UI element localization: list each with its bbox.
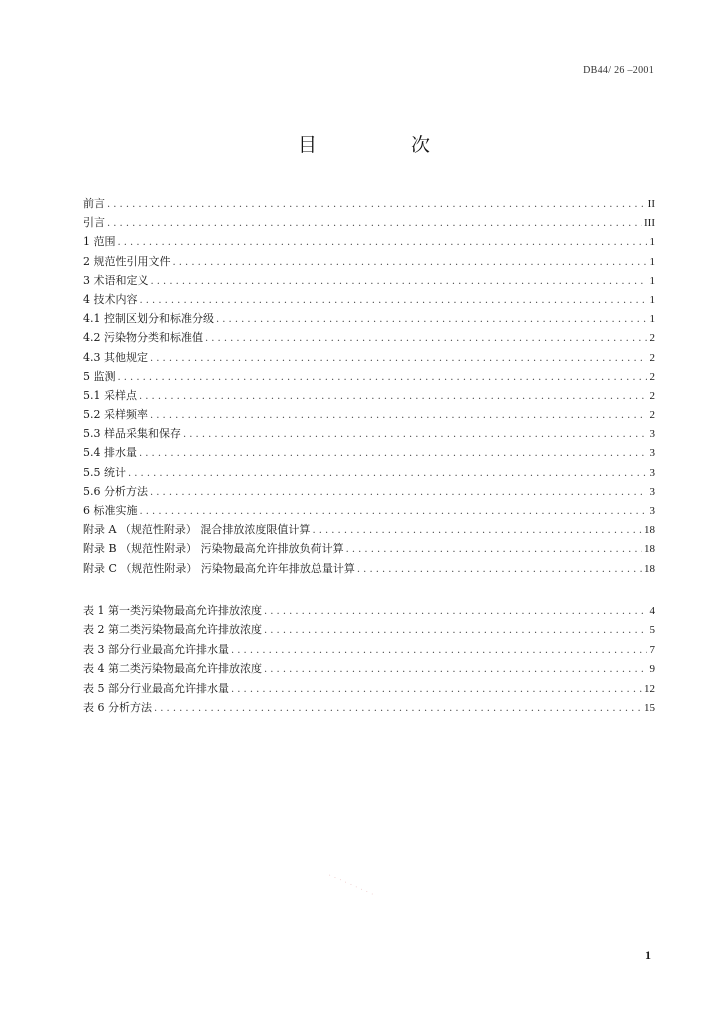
table-list-entry-label: 表 6 分析方法 xyxy=(83,700,152,714)
table-list-entry-label: 表 1 第一类污染物最高允许排放浓度 xyxy=(83,604,262,617)
table-list-entry[interactable] xyxy=(83,620,655,639)
toc-entry-page: 18 xyxy=(644,524,655,537)
table-list-entry-label: 表 3 部分行业最高允许排水量 xyxy=(83,642,229,656)
toc-entry[interactable] xyxy=(83,559,655,578)
table-list-entry-page: 9 xyxy=(649,663,655,676)
dot-leader xyxy=(264,602,647,621)
toc-entry[interactable] xyxy=(83,405,655,424)
toc-entry[interactable] xyxy=(83,348,655,367)
dot-leader xyxy=(128,464,647,483)
toc-entry[interactable] xyxy=(83,328,655,347)
dot-leader xyxy=(357,560,642,579)
dot-leader xyxy=(231,680,642,699)
dot-leader xyxy=(139,444,647,463)
toc-entry[interactable] xyxy=(83,290,655,309)
toc-entry-page: 2 xyxy=(649,332,655,345)
dot-leader xyxy=(173,253,648,272)
toc-entry-label: 5.2 采样频率 xyxy=(83,408,148,422)
toc-entry-label: 6 标准实施 xyxy=(83,504,138,517)
toc-entry-page: 3 xyxy=(649,466,655,479)
table-list-entry-page: 7 xyxy=(649,643,655,656)
dot-leader xyxy=(264,621,647,640)
dot-leader xyxy=(107,214,642,233)
toc-entry[interactable] xyxy=(83,213,655,232)
dot-leader xyxy=(118,233,648,252)
page-number: 1 xyxy=(645,948,651,962)
toc-entry-page: 3 xyxy=(649,447,655,460)
toc-entry-page: II xyxy=(647,198,655,210)
dot-leader xyxy=(107,195,646,214)
toc-entry-label: 5.5 统计 xyxy=(83,465,126,479)
dot-leader xyxy=(154,699,642,718)
toc-entry-label: 5 监测 xyxy=(83,369,116,383)
toc-entry-page: 2 xyxy=(649,409,655,422)
toc-list xyxy=(83,194,655,578)
toc-entry-label: 4 技术内容 xyxy=(83,292,138,306)
table-list-entry-page: 4 xyxy=(649,605,655,617)
toc-entry-page: 1 xyxy=(649,255,655,268)
dot-leader xyxy=(118,368,648,387)
toc-entry-label: 附录 C （规范性附录） 污染物最高允许年排放总量计算 xyxy=(83,561,355,575)
dot-leader xyxy=(183,425,647,444)
toc-entry-label: 5.6 分析方法 xyxy=(83,484,148,498)
dot-leader xyxy=(205,329,647,348)
toc-entry[interactable] xyxy=(83,482,655,501)
dot-leader xyxy=(151,272,648,291)
toc-entry-label: 3 术语和定义 xyxy=(83,273,149,287)
table-list-entry-label: 表 2 第二类污染物最高允许排放浓度 xyxy=(83,623,262,637)
toc-entry-label: 5.1 采样点 xyxy=(83,388,137,402)
toc-entry[interactable] xyxy=(83,367,655,386)
document-code: DB44/ 26 –2001 xyxy=(583,65,654,76)
toc-entry-label: 4.2 污染物分类和标准值 xyxy=(83,331,203,345)
toc-entry-label: 前言 xyxy=(83,197,105,210)
toc-entry-label: 附录 A （规范性附录） 混合排放浓度限值计算 xyxy=(83,523,311,537)
toc-entry-page: 3 xyxy=(649,485,655,498)
dot-leader xyxy=(150,406,647,425)
toc-entry-label: 附录 B （规范性附录） 污染物最高允许排放负荷计算 xyxy=(83,542,344,556)
dot-leader xyxy=(231,641,647,660)
toc-entry-label: 5.3 样品采集和保存 xyxy=(83,427,181,441)
toc-entry[interactable] xyxy=(83,309,655,328)
toc-entry-label: 4.1 控制区划分和标准分级 xyxy=(83,312,214,326)
toc-entry-page: 3 xyxy=(649,428,655,441)
toc-entry[interactable] xyxy=(83,501,655,520)
toc-entry-label: 2 规范性引用文件 xyxy=(83,254,171,268)
toc-entry[interactable] xyxy=(83,386,655,405)
toc-entry-page: 2 xyxy=(649,389,655,402)
toc-entry-label: 4.3 其他规定 xyxy=(83,350,148,364)
dot-leader xyxy=(139,387,647,406)
table-list xyxy=(83,601,655,717)
toc-entry[interactable] xyxy=(83,463,655,482)
dot-leader xyxy=(140,291,648,310)
toc-entry-page: 1 xyxy=(649,293,655,306)
toc-entry-label: 1 范围 xyxy=(83,235,116,249)
toc-entry[interactable] xyxy=(83,443,655,462)
table-list-entry-label: 表 4 第二类污染物最高允许排放浓度 xyxy=(83,662,262,676)
table-list-entry-page: 12 xyxy=(644,682,655,695)
watermark-stamp: · · · · · · · · · xyxy=(327,872,376,899)
toc-entry[interactable] xyxy=(83,424,655,443)
toc-entry-page: 3 xyxy=(649,505,655,517)
dot-leader xyxy=(346,540,642,559)
dot-leader xyxy=(312,521,642,540)
toc-entry-page: 18 xyxy=(644,543,655,556)
dot-leader xyxy=(150,349,647,368)
table-list-entry[interactable] xyxy=(83,698,655,717)
toc-entry[interactable] xyxy=(83,232,655,251)
table-list-entry[interactable] xyxy=(83,640,655,659)
toc-entry-page: 1 xyxy=(649,313,655,326)
toc-entry-page: 2 xyxy=(649,351,655,364)
table-list-entry[interactable] xyxy=(83,601,655,620)
toc-title: 目 次 xyxy=(297,134,475,156)
toc-entry-label: 引言 xyxy=(83,216,105,230)
table-list-entry-page: 15 xyxy=(644,701,655,714)
table-list-entry-label: 表 5 部分行业最高允许排水量 xyxy=(83,681,229,695)
toc-entry-page: 1 xyxy=(649,236,655,249)
toc-entry-page: 18 xyxy=(644,562,655,575)
dot-leader xyxy=(140,502,648,521)
toc-entry[interactable] xyxy=(83,194,655,213)
toc-entry[interactable] xyxy=(83,252,655,271)
table-list-entry-page: 5 xyxy=(649,624,655,637)
table-list-entry[interactable] xyxy=(83,659,655,678)
toc-entry-page: III xyxy=(644,217,655,230)
toc-entry-page: 1 xyxy=(649,274,655,287)
toc-entry[interactable] xyxy=(83,520,655,539)
dot-leader xyxy=(264,660,647,679)
toc-entry-label: 5.4 排水量 xyxy=(83,446,137,460)
toc-entry[interactable] xyxy=(83,271,655,290)
dot-leader xyxy=(150,483,647,502)
toc-entry-page: 2 xyxy=(649,370,655,383)
table-list-entry[interactable] xyxy=(83,679,655,698)
dot-leader xyxy=(216,310,647,329)
toc-entry[interactable] xyxy=(83,539,655,558)
